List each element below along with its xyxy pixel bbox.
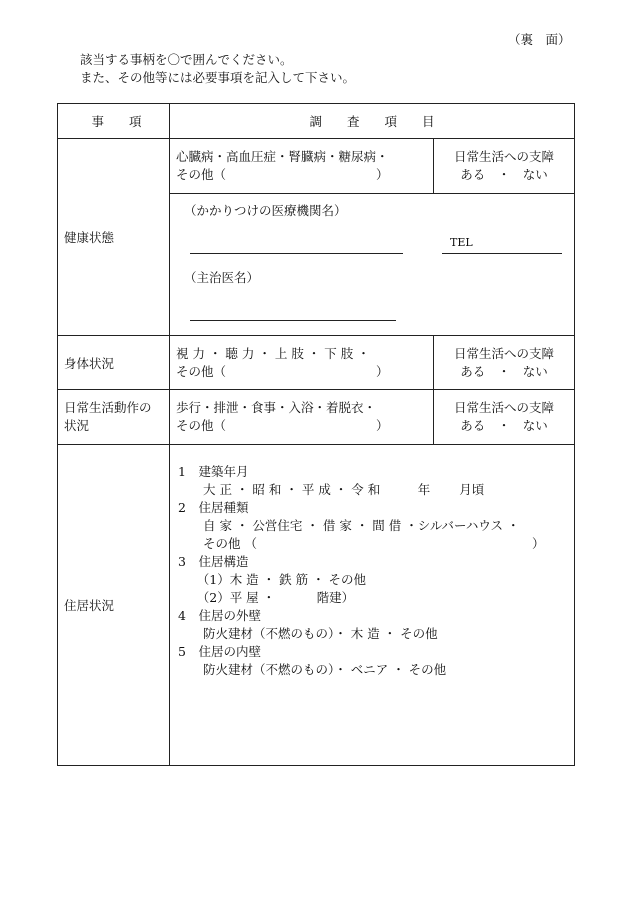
adl-label-line-1: 日常生活動作の [64, 400, 152, 415]
residence-line: 3 住居構造 [178, 554, 249, 569]
doctor-label: （主治医名） [184, 270, 260, 285]
residence-line: 防火建材（不燃のもの）・ ベニア ・ その他 [178, 662, 447, 677]
instruction-line-1: 該当する事柄を〇で囲んでください。 [80, 52, 293, 67]
adl-items-line-2: その他（ ） [176, 418, 389, 433]
residence-line: （2）平 屋 ・ 階建） [178, 590, 355, 605]
residence-line: 自 家 ・ 公営住宅 ・ 借 家 ・ 間 借 ・シルバーハウス ・ [178, 518, 520, 533]
instruction-line-2: また、その他等には必要事項を記入して下さい。 [80, 70, 356, 85]
adl-support[interactable] [434, 390, 575, 445]
adl-items-line-1: 歩行・排泄・食事・入浴・着脱衣・ [176, 400, 377, 415]
residence-line: 大 正 ・ 昭 和 ・ 平 成 ・ 令 和 年 月頃 [178, 482, 485, 497]
adl-label-line-2: 状況 [64, 418, 90, 433]
residence-line: 1 建築年月 [178, 464, 249, 479]
health-diseases[interactable] [170, 139, 434, 194]
physical-support-choice: ある ・ ない [460, 363, 548, 379]
adl-row [58, 390, 575, 445]
physical-items-line-1: 視 力 ・ 聴 力 ・ 上 肢 ・ 下 肢 ・ [176, 345, 370, 361]
tel-label: TEL [450, 236, 473, 249]
health-diseases-line-2: その他（ ） [176, 167, 389, 182]
health-medical-info [170, 194, 575, 336]
residence-line: 防火建材（不燃のもの）・ 木 造 ・ その他 [178, 626, 438, 641]
physical-items[interactable] [170, 336, 434, 390]
physical-label: 身体状況 [58, 336, 170, 390]
survey-table [57, 103, 575, 766]
residence-label: 住居状況 [58, 445, 170, 766]
doctor-name-field[interactable] [190, 320, 396, 321]
health-label: 健康状態 [58, 139, 170, 336]
residence-line: （1）木 造 ・ 鉄 筋 ・ その他 [178, 572, 367, 587]
physical-support-label: 日常生活への支障 [453, 345, 554, 361]
residence-line: 5 住居の内壁 [178, 644, 261, 659]
header-item: 事 項 [58, 104, 170, 139]
health-support[interactable] [434, 139, 575, 194]
residence-line: その他 （ ） [178, 536, 545, 551]
tel-field[interactable] [442, 253, 562, 254]
table-header-row [58, 104, 575, 139]
health-support-choice: ある ・ ない [460, 167, 548, 182]
residence-details[interactable] [170, 445, 575, 766]
physical-row [58, 336, 575, 390]
physical-items-line-2: その他（ ） [176, 363, 389, 379]
health-diseases-line-1: 心臓病・高血圧症・腎臓病・糖尿病・ [176, 149, 389, 164]
residence-line: 4 住居の外壁 [178, 608, 261, 623]
residence-line: 2 住居種類 [178, 500, 249, 515]
institution-name-field[interactable] [190, 253, 403, 254]
health-support-label: 日常生活への支障 [453, 149, 554, 164]
adl-support-label: 日常生活への支障 [453, 400, 554, 415]
adl-support-choice: ある ・ ない [460, 418, 548, 433]
health-row-1 [58, 139, 575, 194]
physical-support[interactable] [434, 336, 575, 390]
institution-label: （かかりつけの医療機関名） [184, 203, 347, 218]
adl-label [58, 390, 170, 445]
sheet-side-label: （裏 面） [508, 32, 571, 47]
residence-row [58, 445, 575, 766]
header-survey-items: 調 査 項 目 [170, 104, 575, 139]
adl-items[interactable] [170, 390, 434, 445]
